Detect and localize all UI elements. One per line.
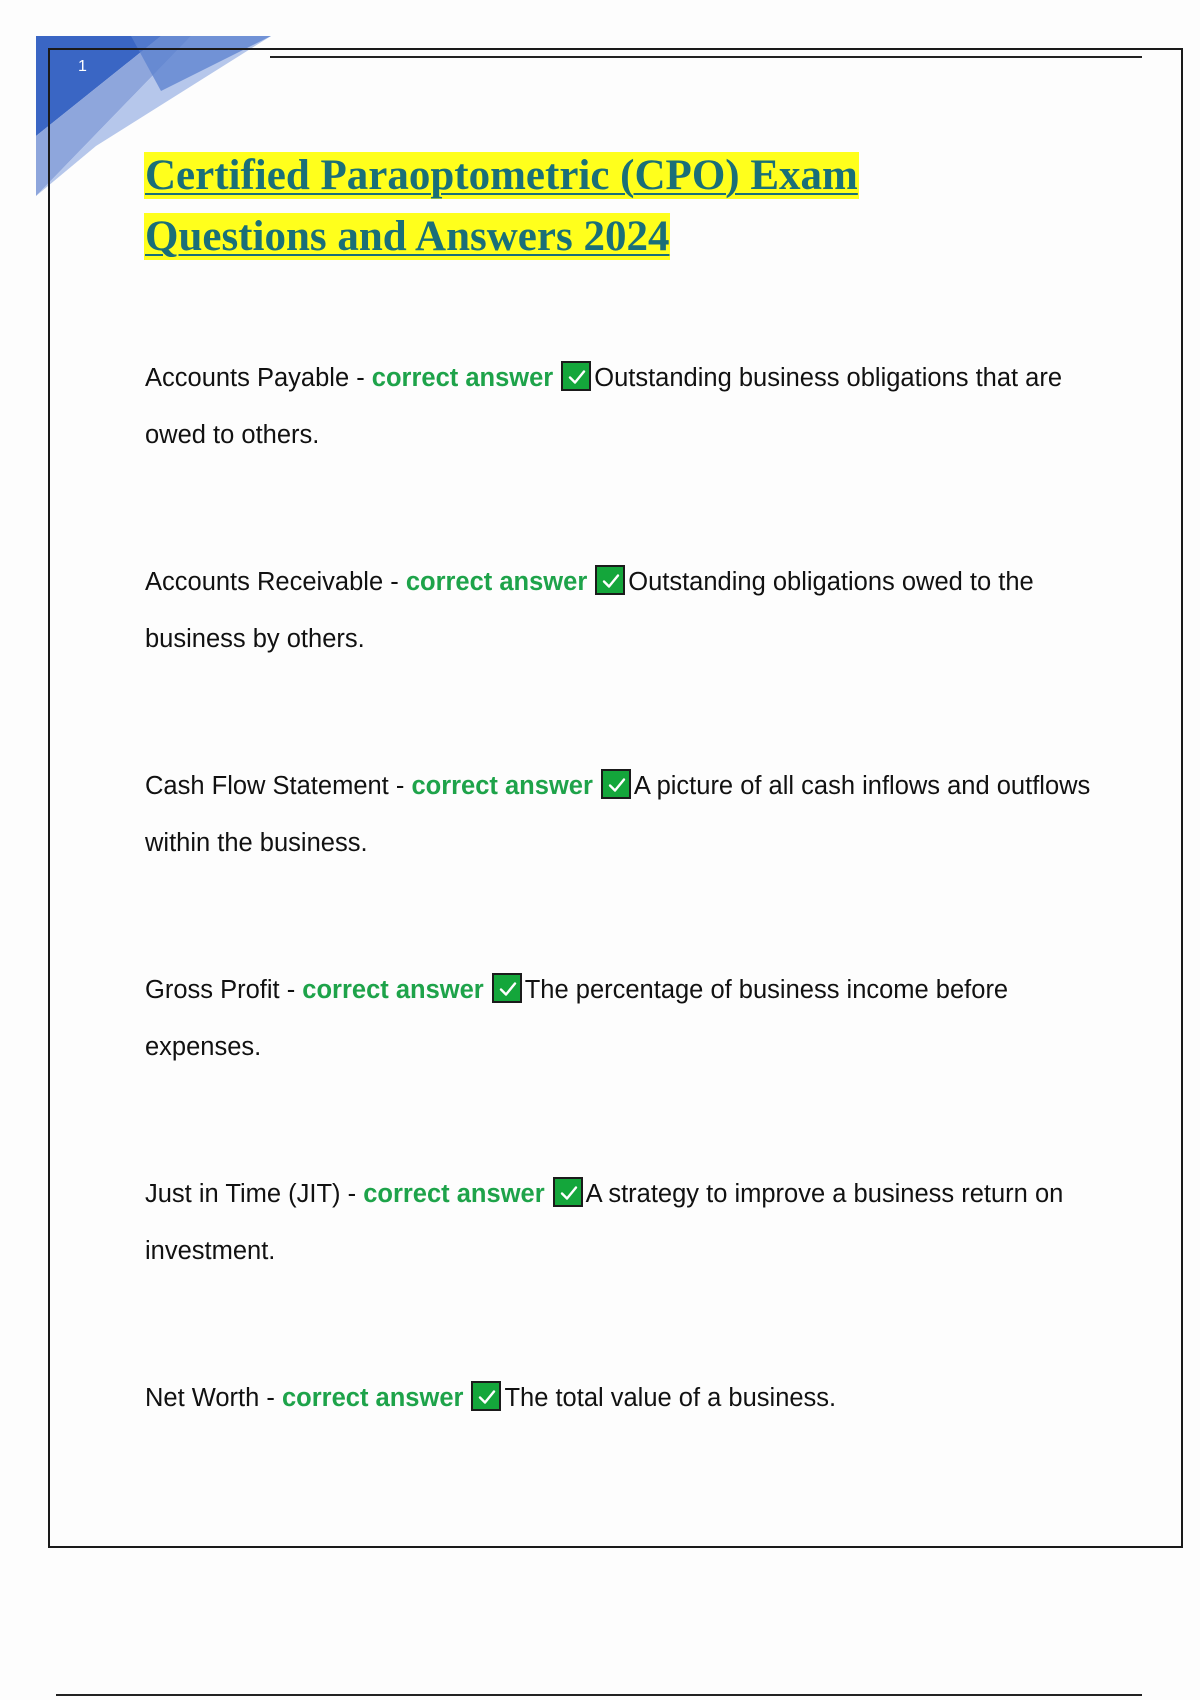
check-mark-icon: [561, 361, 591, 391]
qa-item: [145, 1166, 1105, 1280]
qa-answer: Outstanding obligations owed to the business by others.: [145, 568, 1034, 653]
qa-list: [145, 350, 1105, 1517]
qa-term: Net Worth: [145, 1384, 260, 1412]
qa-item: [145, 758, 1105, 872]
correct-answer-label: correct answer: [282, 1384, 464, 1412]
qa-term: Gross Profit: [145, 976, 280, 1004]
qa-term: Just in Time (JIT): [145, 1180, 341, 1208]
qa-item: [145, 350, 1105, 464]
correct-answer-label: correct answer: [411, 772, 593, 800]
qa-answer: The total value of a business.: [504, 1384, 837, 1412]
qa-separator: -: [383, 568, 406, 596]
qa-separator: -: [349, 364, 372, 392]
check-mark-icon: [492, 973, 522, 1003]
qa-term: Accounts Payable: [145, 364, 350, 392]
check-mark-icon: [595, 565, 625, 595]
qa-separator: -: [279, 976, 303, 1004]
document-title: [144, 145, 1044, 267]
qa-item: [145, 962, 1105, 1076]
qa-item: [145, 554, 1105, 668]
qa-answer: The percentage of business income before expenses.: [145, 976, 1009, 1061]
correct-answer-label: correct answer: [371, 364, 554, 392]
correct-answer-label: correct answer: [363, 1180, 545, 1208]
correct-answer-label: correct answer: [405, 568, 588, 596]
footer-rule: [56, 1694, 1142, 1696]
qa-separator: -: [340, 1180, 364, 1208]
correct-answer-label: correct answer: [302, 976, 484, 1004]
qa-answer: A picture of all cash inflows and outflows within the business.: [145, 772, 1091, 857]
qa-answer: Outstanding business obligations that are owed to others.: [145, 364, 1063, 449]
check-mark-icon: [471, 1381, 501, 1411]
qa-answer: A strategy to improve a business return on investment.: [145, 1180, 1064, 1265]
title-line-2: Questions and Answers 2024: [145, 213, 670, 260]
qa-separator: -: [388, 772, 412, 800]
page-number: 1: [78, 58, 87, 75]
check-mark-icon: [553, 1177, 583, 1207]
qa-item: [145, 1370, 1105, 1427]
qa-term: Cash Flow Statement: [145, 772, 389, 800]
qa-term: Accounts Receivable: [145, 568, 384, 596]
check-mark-icon: [601, 769, 631, 799]
title-line-1: Certified Paraoptometric (CPO) Exam: [145, 152, 858, 199]
qa-separator: -: [259, 1384, 282, 1412]
